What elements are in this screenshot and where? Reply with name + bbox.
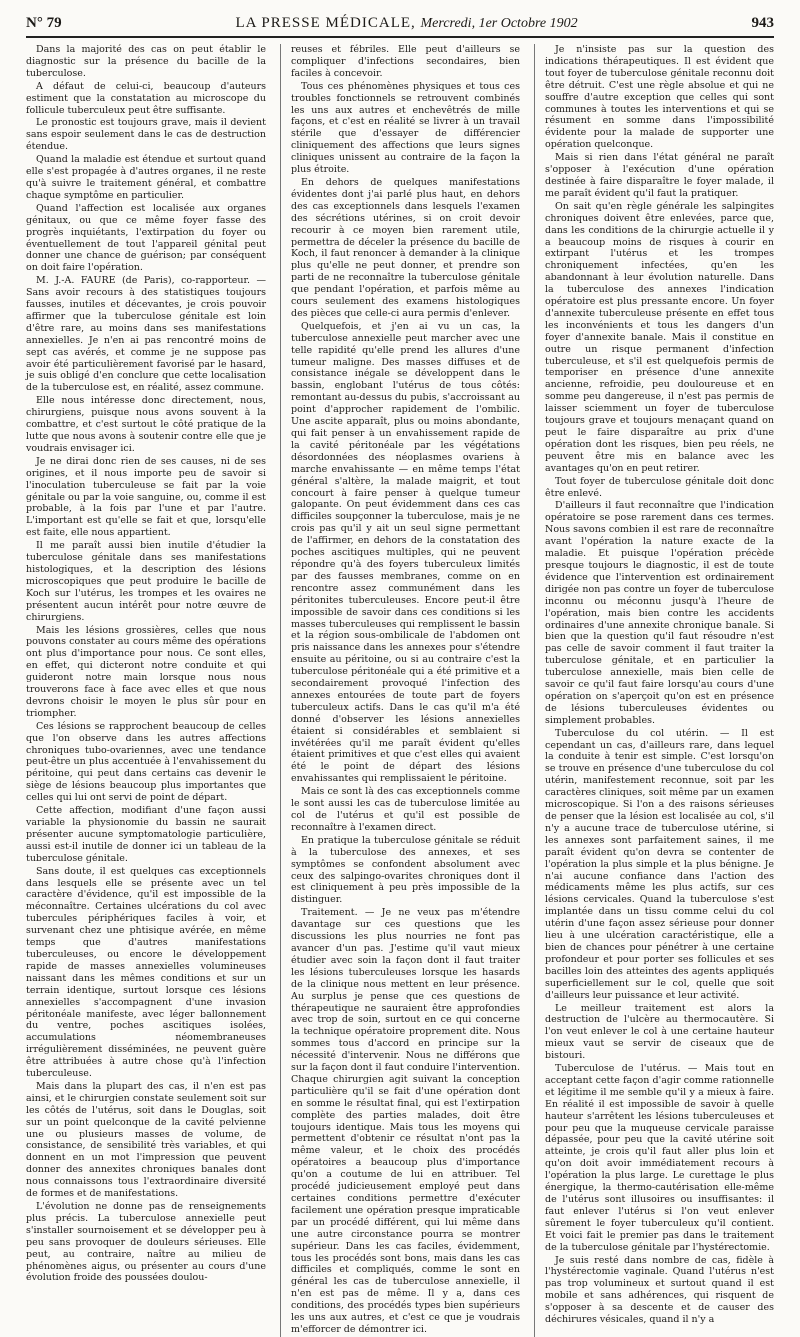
journal-title	[236, 15, 578, 32]
paragraph: A défaut de celui-ci, beaucoup d'auteurs estiment que la constatation au microscope du follicule tuberculeux peut être suffisante.	[26, 80, 266, 116]
paragraph: Je suis resté dans nombre de cas, fidèle à l'hystérectomie vaginale. Quand l'utérus n'est pas trop volumineux et surtout quand il est mobile et sans adhérences, qui risquent de s'opposer à sa descente et de causer des déchirures vésicales, quand il n'y a	[545, 1254, 774, 1326]
paragraph: Tous ces phénomènes physiques et tous ces troubles fonctionnels se retrouvent combinés les uns aux autres et enchevêtrés de mille façons, et c'est en réalité se livrer à un travail stérile que d'essayer de différencier cliniquement des affections que leurs signes cliniques unissent au contraire de la façon la plus étroite.	[291, 80, 520, 176]
paragraph: En pratique la tuberculose génitale se réduit à la tuberculose des annexes, et ses symptômes se confondent absolument avec ceux des salpingo-ovarites chroniques dont il est cliniquement à peu près impossible de la distinguer.	[291, 834, 520, 906]
page-number: 943	[751, 14, 774, 31]
paragraph: Mais dans la plupart des cas, il n'en est pas ainsi, et le chirurgien constate seulement soit sur les côtés de l'utérus, soit dans le Douglas, soit sur un point quelconque de la cavité pelvienne une ou plusieurs masses de volume, de consistance, de sensibilité très variables, et qui donnent en un mot l'impression que peuvent donner des annexites chroniques banales dont nous connaissons tous l'extraordinaire diversité de formes et de manifestations.	[26, 1080, 266, 1200]
paragraph: Le pronostic est toujours grave, mais il devient sans espoir seulement dans le cas de destruction étendue.	[26, 117, 266, 153]
paragraph: Le meilleur traitement est alors la destruction de l'ulcère au thermocautère. Si l'on veut enlever le col à une certaine hauteur mieux vaut se servir de ciseaux que de bistouri.	[545, 1002, 774, 1062]
paragraph: Elle nous intéresse donc directement, nous, chirurgiens, puisque nous avons souvent à la combattre, et c'est surtout le côté pratique de la lutte que nous avons à soutenir contre elle que je voudrais envisager ici.	[26, 395, 266, 454]
paragraph: On sait qu'en règle générale les salpingites chroniques doivent être enlevées, parce que, dans les conditions de la chirurgie actuelle il y a beaucoup moins de risques à courir en extirpant l'utérus et les trompes chroniquement infectées, qu'en les abandonnant à leur évolution naturelle. Dans la tuberculose des annexes l'indication opératoire est plus pressante encore. Un foyer d'annexite tuberculeuse présente en effet tous les inconvénients et tous les dangers d'un foyer d'annexite banale. Mais il constitue en outre un risque permanent d'infection tuberculeuse, et s'il est quelquefois permis de temporiser en présence d'une annexite ancienne, refroidie, peu douloureuse et en somme peu dangereuse, il n'est pas permis de laisser sciemment un foyer de tuberculose toujours grave et toujours menaçant quand on peut le faire disparaître au prix d'une opération dont les risques, bien peu réels, ne peuvent être mis en balance avec les avantages qu'on en peut retirer.	[545, 200, 774, 474]
column-2	[280, 44, 520, 1337]
paragraph: L'évolution ne donne pas de renseignements plus précis. La tuberculose annexielle peut s'installer sournoisement et se développer peu à peu sans provoquer de douleurs sérieuses. Elle peut, au contraire, naître au milieu de phénomènes aigus, ou présenter au cours d'une évolution froide des poussées doulou-	[26, 1201, 266, 1284]
paragraph: Ces lésions se rapprochent beaucoup de celles que l'on observe dans les autres affections chroniques tubo-ovariennes, avec une tendance peut-être un plus accentuée à l'envahissement du péritoine, qui peut dans certains cas devenir le siège de lésions beaucoup plus importantes que celles qui lui ont servi de point de départ.	[26, 720, 266, 804]
paragraph: Dans la majorité des cas on peut établir le diagnostic sur la présence du bacille de la tuberculose.	[26, 44, 266, 79]
paragraph: Il me paraît aussi bien inutile d'étudier la tuberculose génitale dans ses manifestations histologiques, et la description des lésions microscopiques que peut produire le bacille de Koch sur l'utérus, les trompes et les ovaires ne présentent aucun intérêt pour notre œuvre de chirurgiens.	[26, 540, 266, 623]
paragraph: reuses et fébriles. Elle peut d'ailleurs se compliquer d'infections secondaires, bien faciles à concevoir.	[291, 44, 520, 79]
paragraph: Je ne dirai donc rien de ses causes, ni de ses origines, et il nous importe peu de savoir si l'inoculation tuberculeuse se fait par la voie génitale ou par la voie sanguine, ou, comme il est probable, à la fois par l'une et par l'autre. L'important est qu'elle se fait et que, lorsqu'elle est faite, elle nous appartient.	[26, 455, 266, 539]
column-1	[26, 44, 266, 1337]
paragraph: En dehors de quelques manifestations évidentes dont j'ai parlé plus haut, en dehors des cas exceptionnels dans lesquels l'examen des sécrétions utérines, si on croit devoir recourir à ce moyen bien rarement utile, permettra de déceler la présence du bacille de Koch, il faut renoncer à demander à la clinique plus qu'elle ne peut donner, et prendre son parti de ne reconnaître la tuberculose génitale que pendant l'opération, et parfois même au cours seulement des examens histologiques des pièces que celle-ci aura permis d'enlever.	[291, 176, 520, 319]
paragraph: Tuberculose de l'utérus. — Mais tout en acceptant cette façon d'agir comme rationnelle et légitime il me semble qu'il y a mieux à faire. En réalité il est impossible de savoir à quelle hauteur s'arrêtent les lésions tuberculeuses et pour peu que la muqueuse cervicale paraisse dépassée, pour peu que la cavité utérine soit atteinte, je crois qu'il faut aller plus loin et qu'on doit avoir immédiatement recours à l'opération la plus large. Le curettage le plus énergique, la thermo-cautérisation elle-même de l'utérus sont illusoires ou insuffisantes: il faut enlever l'utérus si l'on veut enlever sûrement le foyer tuberculeux qu'il contient. Et voici fait le premier pas dans le traitement de la tuberculose génitale par l'hystérectomie.	[545, 1063, 774, 1253]
paragraph: D'ailleurs il faut reconnaître que l'indication opératoire se pose rarement dans ces termes. Nous savons combien il est rare de reconnaître avant l'opération la nature exacte de la maladie. Et puisque l'opération précède presque toujours le diagnostic, il est de toute évidence que l'intervention est ordinairement dirigée non pas contre un foyer de tuberculose inconnu ou méconnu jusqu'à l'heure de l'opération, mais bien contre les accidents ordinaires d'une annexite chronique banale. Si bien que la question qu'il faut résoudre n'est pas celle de savoir comment il faut traiter la tuberculose génitale, et en particulier la tuberculose annexielle, mais bien celle de savoir ce qu'il faut faire lorsqu'au cours d'une opération on s'aperçoit qu'on est en présence de lésions tuberculeuses évidentes ou simplement probables.	[545, 500, 774, 726]
paragraph: Quand la maladie est étendue et surtout quand elle s'est propagée à d'autres organes, il ne reste qu'à suivre le traitement général, et combattre chaque symptôme en particulier.	[26, 154, 266, 201]
page-header	[26, 10, 774, 38]
paragraph: Traitement. — Je ne veux pas m'étendre davantage sur ces questions que les discussions les plus nourries ne font pas avancer d'un pas. J'estime qu'il vaut mieux étudier avec soin la façon dont il faut traiter les lésions tuberculeuses lorsque les hasards de la clinique nous mettent en leur présence. Au surplus je pense que ces questions de thérapeutique ne sauraient être approfondies avec trop de soin, surtout en ce qui concerne la technique opératoire proprement dite. Nous sommes tous d'accord en principe sur la nécessité d'intervenir. Nous ne différons que sur la façon dont il faut conduire l'intervention. Chaque chirurgien agit suivant la conception particulière qu'il se fait d'une opération dont en somme le résultat final, qui est l'extirpation complète des parties malades, doit être toujours identique. Mais tous les moyens qui permettent d'obtenir ce résultat n'ont pas la même valeur, et le choix des procédés opératoires a beaucoup plus d'importance qu'on a coutume de lui en attribuer. Tel procédé judicieusement employé peut dans certaines conditions permettre d'exécuter facilement une opération presque impraticable par un procédé différent, qui lui même dans une autre circonstance pourra se montrer supérieur. Dans les cas faciles, évidemment, tous les procédés sont bons, mais dans les cas difficiles et compliqués, comme le sont en général les cas de tuberculose annexielle, il n'en est pas de même. Il y a, dans ces conditions, des procédés types bien supérieurs les uns aux autres, et c'est ce que je voudrais m'efforcer de démontrer ici.	[291, 907, 520, 1335]
issue-date: Mercredi, 1er Octobre 1902	[420, 15, 578, 31]
paragraph: Tout foyer de tuberculose génitale doit donc être enlevé.	[545, 475, 774, 499]
paragraph: Quand l'affection est localisée aux organes génitaux, ou que ce même foyer fasse des progrès inquiétants, l'extirpation du foyer ou éventuellement de tout l'appareil génital peut donner une chance de guérison; par conséquent on doit faire l'opération.	[26, 202, 266, 274]
paragraph: Tuberculose du col utérin. — Il est cependant un cas, d'ailleurs rare, dans lequel la conduite à tenir est simple. C'est lorsqu'on se trouve en présence d'une tuberculose du col utérin, manifestement reconnue, soit par les caractères cliniques, soit même par un examen microscopique. Si l'on a des raisons sérieuses de penser que la lésion est localisée au col, s'il n'y a aucune trace de tuberculose utérine, si les annexes sont parfaitement saines, il me paraît évident qu'on devra se contenter de l'opération la plus simple et la plus bénigne. Je n'ai aucune confiance dans l'action des médicaments même les plus actifs, sur ces lésions cervicales. Quand la tuberculose s'est implantée dans un tissu comme celui du col utérin d'une façon assez sérieuse pour donner lieu à une ulcération caractéristique, elle a bien de chances pour pénétrer à une certaine profondeur et pour porter ses follicules et ses bacilles loin des atteintes des agents appliqués superficiellement sur le col, quelle que soit d'ailleurs leur puissance et leur activité.	[545, 727, 774, 1001]
paragraph: Quelquefois, et j'en ai vu un cas, la tuberculose annexielle peut marcher avec une telle rapidité qu'elle prend les allures d'une tumeur maligne. Des masses diffuses et de consistance inégale se développent dans le bassin, englobant l'utérus de tous côtés: remontant au-dessus du pubis, s'accroissant au point d'approcher rapidement de l'ombilic. Une ascite apparaît, plus ou moins abondante, qui fait penser à un envahissement rapide de la cavité péritonéale par les végétations désordonnées des néoplasmes ovariens à marche envahissante — en même temps l'état général s'altère, la malade maigrit, et tout concourt à faire penser à quelque tumeur galopante. On peut évidemment dans ces cas difficiles soupçonner la tuberculose, mais je ne crois pas qu'il y ait un seul signe permettant de l'affirmer, en dehors de la constatation des poches ascitiques multiples, qui ne peuvent répondre qu'à des foyers tuberculeux limités par des fausses membranes, comme on en rencontre assez communément dans les péritonites tuberculeuses. Encore peut-il être impossible de savoir dans ces conditions si les masses tuberculeuses qui remplissent le bassin et la région sous-ombilicale de l'abdomen ont pris naissance dans les annexes pour s'étendre ensuite au péritoine, ou si au contraire c'est la tuberculose péritonéale qui a été primitive et a secondairement provoqué l'infection des annexes entourées de toute part de foyers tuberculeux actifs. Dans le cas qu'il m'a été donné d'observer les lésions annexielles étaient si considérables et semblaient si invétérées qu'il me paraît évident qu'elles étaient primitives et que c'est elles qui avaient été le point de départ des lésions envahissantes qui remplissaient le péritoine.	[291, 320, 520, 785]
paragraph: Mais les lésions grossières, celles que nous pouvons constater au cours même des opérations ont plus d'importance pour nous. Ce sont elles, en effet, qui dicteront notre conduite et qui guideront notre main lorsque nous nous trouverons face à face avec elles et que nous devrons choisir le moyen le plus sûr pour en triompher.	[26, 624, 266, 719]
paragraph: Mais ce sont là des cas exceptionnels comme le sont aussi les cas de tuberculose limitée au col de l'utérus et qu'il est possible de reconnaître à l'examen direct.	[291, 786, 520, 833]
column-3	[534, 44, 774, 1337]
text-columns	[26, 44, 774, 1335]
paragraph: Mais si rien dans l'état général ne paraît s'opposer à l'exécution d'une opération destinée à faire disparaître le foyer malade, il me paraît évident qu'il faut la pratiquer.	[545, 152, 774, 199]
paragraph: Je n'insiste pas sur la question des indications thérapeutiques. Il est évident que tout foyer de tuberculose génitale reconnu doit être détruit. C'est une règle absolue et qui ne souffre d'autre exception que celles qui sont communes à toutes les interventions et qui se résument en somme dans l'impossibilité évidente pour la malade de supporter une opération quelconque.	[545, 44, 774, 151]
issue-number: N° 79	[26, 14, 62, 31]
paragraph: Sans doute, il est quelques cas exceptionnels dans lesquels elle se présente avec un tel caractère d'évidence, qu'il est impossible de la méconnaître. Certaines ulcérations du col avec tubercules périphériques faciles à voir, et survenant chez une phtisique avérée, en même temps que d'autres manifestations tuberculeuses, ou encore le développement rapide de masses annexielles volumineuses naissant dans les mêmes conditions et sur un terrain identique, surtout lorsque ces lésions annexielles s'accompagnent d'une invasion péritonéale manifeste, avec léger ballonnement du ventre, poches ascitiques isolées, accumulations néomembraneuses irrégulièrement disséminées, ne peuvent guère être attribuées à autre chose qu'à l'infection tuberculeuse.	[26, 865, 266, 1080]
paragraph: M. J.-A. FAURE (de Paris), co-rapporteur. — Sans avoir recours à des statistiques toujours fausses, inutiles et décevantes, je crois pouvoir affirmer que la tuberculose génitale est loin d'être rare, au moins dans ses manifestations annexielles. Je n'en ai pas rencontré moins de sept cas avérés, et comme je ne suppose pas avoir été particulièrement favorisé par le hasard, je suis obligé d'en conclure que cette localisation de la tuberculose est, en réalité, assez commune.	[26, 275, 266, 394]
paragraph: Cette affection, modifiant d'une façon aussi variable la physionomie du bassin ne saurait présenter aucune symptomatologie particulière, aussi est-il inutile de donner ici un tableau de la tuberculose génitale.	[26, 805, 266, 864]
journal-name: LA PRESSE MÉDICALE,	[235, 14, 416, 31]
